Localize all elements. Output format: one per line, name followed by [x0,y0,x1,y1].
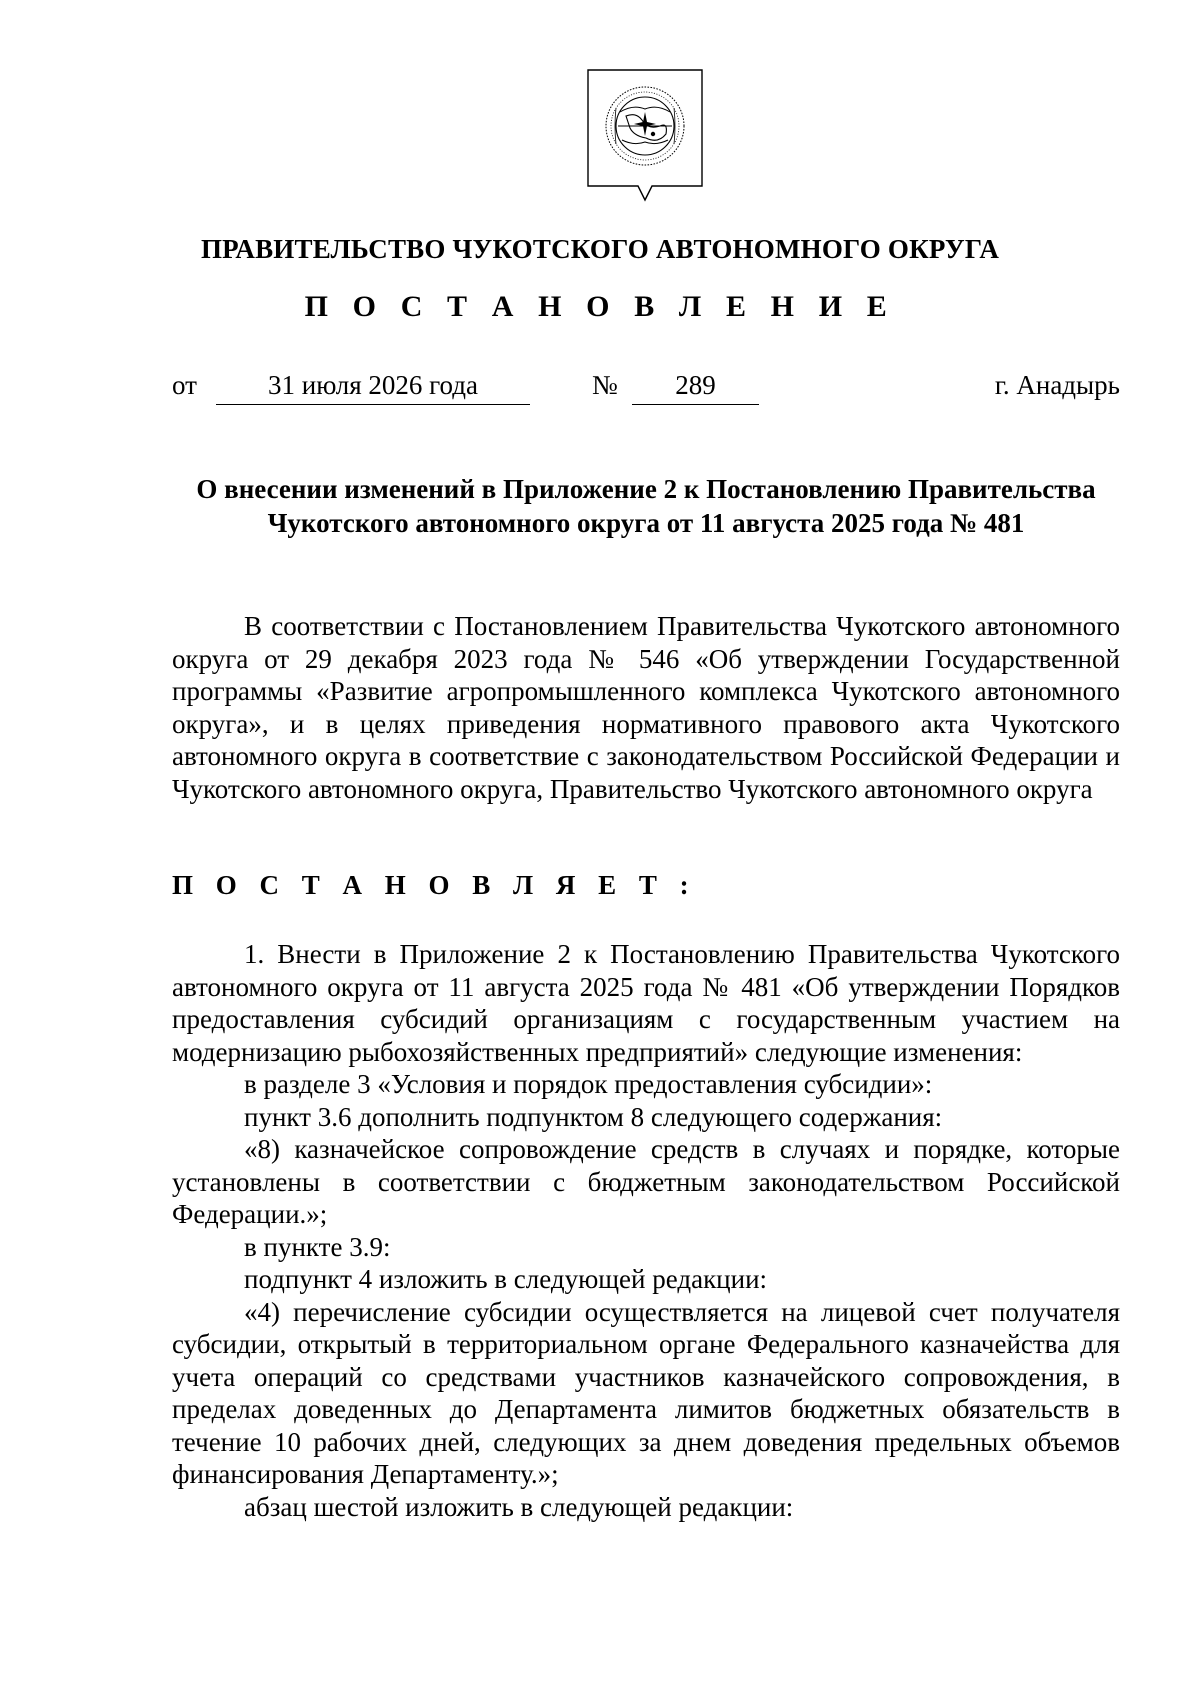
document-subject [172,472,1120,540]
paragraph-point-3-6: пункт 3.6 дополнить подпунктом 8 следующего содержания: [244,1101,943,1132]
number-sign-label: № [592,370,618,400]
paragraph-subpoint-8: «8) казначейское сопровождение средств в случаях и порядке, которые установлены в соответствии с бюджетным законодательством Российской Федерации.»; [172,1134,1120,1229]
paragraph-item-1: 1. Внести в Приложение 2 к Постановлению Правительства Чукотского автономного округа от 11 августа 2025 года № 481 «Об утверждении Порядков предоставления субсидий организациям с государственным участием на модернизацию рыбохозяйственных предприятий» следующие изменения: [172,939,1120,1067]
subject-line-1: О внесении изменений в Приложение 2 к Постановлению Правительства [196,474,1096,504]
document-number: 289 [632,370,759,405]
date-prefix-label: от [172,370,197,400]
paragraph-sixth-abzac: абзац шестой изложить в следующей редакции: [244,1491,794,1522]
city-label: г. Анадырь [994,370,1120,400]
coat-of-arms-emblem [586,68,704,214]
preamble-block [172,610,1120,805]
document-meta-row [172,370,1120,410]
paragraph-section-3: в разделе 3 «Условия и порядок предоставления субсидии»: [244,1069,933,1099]
government-title: ПРАВИТЕЛЬСТВО ЧУКОТСКОГО АВТОНОМНОГО ОКРУГА [200,234,1000,264]
subject-line-2: Чукотского автономного округа от 11 августа 2025 года № 481 [267,508,1025,538]
document-date: 31 июля 2026 года [216,370,530,405]
document-type-heading: П О С Т А Н О В Л Е Н И Е [304,290,896,323]
paragraph-subpoint-4-text: «4) перечисление субсидии осуществляется на лицевой счет получателя субсидии, открытый в территориальном органе Федерального казначейства для учета операций со средствами участников казначейского сопровождения, в пределах доведенных до Департамента лимитов бюджетных обязательств в течение 10 рабочих дней, следующих за днем доведения предельных объемов финансирования Департаменту.»; [172,1296,1120,1489]
decree-body [172,938,1120,1523]
decree-heading: П О С Т А Н О В Л Я Е Т : [172,870,697,900]
preamble-paragraph: В соответствии с Постановлением Правительства Чукотского автономного округа от 29 декабря 2023 года № 546 «Об утверждении Государственной программы «Развитие агропромышленного комплекса Чукотского автономного округа», и в целях приведения нормативного правового акта Чукотского автономного округа в соответствие с законодательством Российской Федерации и Чукотского автономного округа, Правительство Чукотского автономного округа [172,611,1120,804]
paragraph-subpoint-4-intro: подпункт 4 изложить в следующей редакции: [244,1264,768,1294]
paragraph-point-3-9: в пункте 3.9: [244,1231,391,1262]
